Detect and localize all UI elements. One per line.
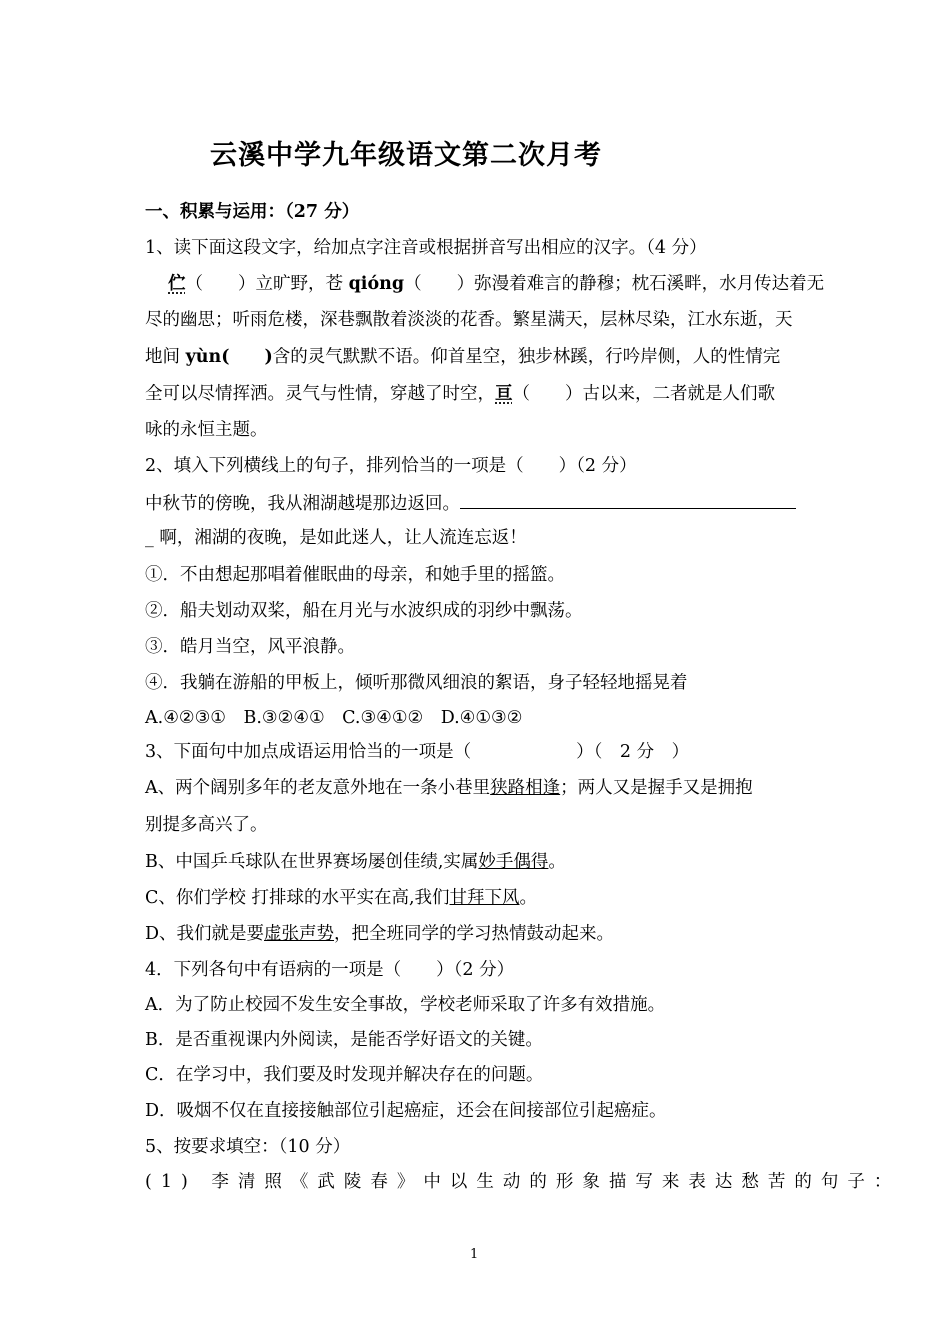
sentence-text: 中秋节的傍晚，我从湘湖越堤那边返回。 <box>145 494 460 514</box>
section-heading: 一、积累与运用：（27 分） <box>145 202 360 222</box>
passage-text: 地间 <box>145 347 186 367</box>
q5-stem: 5、按要求填空：（10 分） <box>145 1137 351 1157</box>
pinyin: yùn( ) <box>185 347 273 367</box>
q1-passage-line <box>168 272 825 296</box>
option-text: 。 <box>548 852 566 872</box>
q4-option-c: C．在学习中，我们要及时发现并解决存在的问题。 <box>145 1065 544 1085</box>
option-text: C、你们学校 打排球的水平实在高,我们 <box>145 888 450 908</box>
q2-option: ②．船夫划动双桨，船在月光与水波织成的羽纱中飘荡。 <box>145 601 583 621</box>
option-text: 。 <box>519 888 538 908</box>
option-text: ，把全班同学的学习热情鼓动起来。 <box>334 924 615 944</box>
option-text: A、两个阔别多年的老友意外地在一条小巷里 <box>145 778 491 798</box>
pinyin: qióng <box>348 274 405 294</box>
q2-stem: 2、填入下列横线上的句子，排列恰当的一项是（ ）（2 分） <box>145 456 637 476</box>
idiom: 妙手偶得 <box>478 852 549 872</box>
passage-text: （ ）古以来，二者就是人们歌 <box>512 384 775 404</box>
q1-passage-line: 尽的幽思；听雨危楼，深巷飘散着淡淡的花香。繁星满天，层林尽染，江水东逝，天 <box>145 310 793 330</box>
q2-choices: A.④②③① B.③②④① C.③④①② D.④①③② <box>145 708 523 728</box>
q1-stem: 1、读下面这段文字，给加点字注音或根据拼音写出相应的汉字。（4 分） <box>145 238 707 258</box>
q3-option-a <box>145 776 809 800</box>
passage-text: 含的灵气默默不语。仰首星空，独步林蹊，行吟岸侧，人的性情完 <box>272 347 781 367</box>
idiom: 狭路相逢 <box>490 778 561 798</box>
q2-sentence <box>145 490 809 516</box>
q1-passage-line: 咏的永恒主题。 <box>145 420 268 440</box>
q2-option: ③．皓月当空，风平浪静。 <box>145 637 355 657</box>
passage-text: （ ）弥漫着难言的静穆；枕石溪畔，水月传达着无 <box>404 274 825 294</box>
q4-stem: 4．下列各句中有语病的一项是（ ）（2 分） <box>145 960 515 980</box>
dotted-char: 亘 <box>495 384 513 404</box>
q3-option-c <box>145 886 809 910</box>
q3-option-a-cont: 别提多高兴了。 <box>145 815 268 835</box>
q3-option-d <box>145 922 809 946</box>
idiom: 虚张声势 <box>264 924 335 944</box>
dotted-char: 伫 <box>168 274 186 294</box>
answer-blank[interactable] <box>460 490 796 509</box>
q2-option: ④．我躺在游船的甲板上，倾听那微风细浪的絮语，身子轻轻地摇晃着 <box>145 673 688 693</box>
q2-option: ①．不由想起那唱着催眠曲的母亲，和她手里的摇篮。 <box>145 565 565 585</box>
q5-item-1: (1) 李清照《武陵春》中以生动的形象描写来表达愁苦的句子： <box>145 1172 901 1192</box>
q1-passage-line <box>145 345 809 369</box>
exam-title: 云溪中学九年级语文第二次月考 <box>210 140 602 171</box>
passage-text: 全可以尽情挥洒。灵气与性情，穿越了时空， <box>145 384 495 404</box>
q2-sentence-cont: _ 啊，湘湖的夜晚，是如此迷人，让人流连忘返！ <box>145 528 527 548</box>
idiom: 甘拜下风 <box>449 888 520 908</box>
q1-passage-line <box>145 382 809 406</box>
q4-option-b: B．是否重视课内外阅读，是能否学好语文的关键。 <box>145 1030 543 1050</box>
option-text: ；两人又是握手又是拥抱 <box>560 778 753 798</box>
q4-option-d: D．吸烟不仅在直接接触部位引起癌症，还会在间接部位引起癌症。 <box>145 1101 667 1121</box>
option-text: D、我们就是要 <box>145 924 265 944</box>
page-number: 1 <box>470 1247 479 1262</box>
passage-text: （ ）立旷野，苍 <box>185 274 349 294</box>
q3-stem: 3、下面句中加点成语运用恰当的一项是（ ）（ 2 分 ） <box>145 742 690 762</box>
q4-option-a: A．为了防止校园不发生安全事故，学校老师采取了许多有效措施。 <box>145 995 666 1015</box>
q3-option-b <box>145 850 809 874</box>
option-text: B、中国乒乓球队在世界赛场屡创佳绩,实属 <box>145 852 479 872</box>
